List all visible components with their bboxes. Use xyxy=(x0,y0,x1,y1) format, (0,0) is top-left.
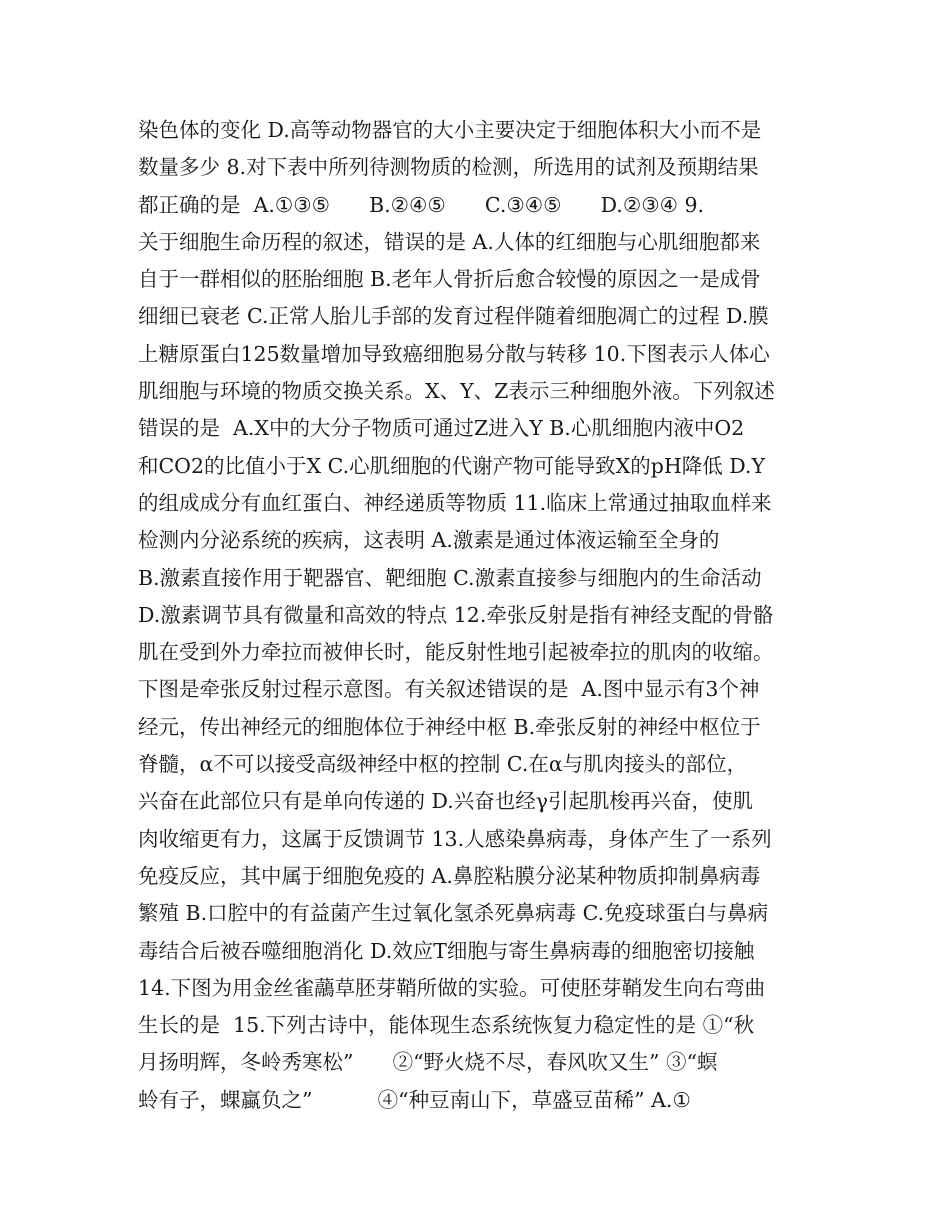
text-line: 上糖原蛋白125数量增加导致癌细胞易分散与转移 10.下图表示人体心 xyxy=(138,341,770,366)
text-line: 免疫反应，其中属于细胞免疫的 A.鼻腔粘膜分泌某种物质抑制鼻病毒 xyxy=(138,863,761,888)
question-text-block xyxy=(138,112,828,1119)
text-line: 和CO2的比值小于X C.心肌细胞的代谢产物可能导致X的pH降低 D.Y xyxy=(138,453,765,478)
text-line: 肌细胞与环境的物质交换关系。X、Y、Z表示三种细胞外液。下列叙述 xyxy=(138,379,775,404)
text-line: 月扬明辉，冬岭秀寒松” ②“野火烧不尽，春风吹又生” ③“螟 xyxy=(138,1050,718,1075)
text-line: B.激素直接作用于靶器官、靶细胞 C.激素直接参与细胞内的生命活动 xyxy=(138,565,762,590)
text-line: 蛉有子，蜾蠃负之” ④“种豆南山下，草盛豆苗稀” A.① xyxy=(138,1087,691,1112)
text-line: 经元，传出神经元的细胞体位于神经中枢 B.牵张反射的神经中枢位于 xyxy=(138,714,761,739)
text-line: 染色体的变化 D.高等动物器官的大小主要决定于细胞体积大小而不是 xyxy=(138,118,762,142)
text-line: 脊髓，α不可以接受高级神经中枢的控制 C.在α与肌肉接头的部位， xyxy=(138,752,748,777)
text-line: 检测内分泌系统的疾病，这表明 A.激素是通过体液运输至全身的 xyxy=(138,528,720,553)
text-line: D.激素调节具有微量和高效的特点 12.牵张反射是指有神经支配的骨骼 xyxy=(138,602,774,627)
text-line: 繁殖 B.口腔中的有益菌产生过氧化氢杀死鼻病毒 C.免疫球蛋白与鼻病 xyxy=(138,901,769,926)
text-line: 细细已衰老 C.正常人胎儿手部的发育过程伴随着细胞凋亡的过程 D.膜 xyxy=(138,304,769,329)
text-line: 的组成成分有血红蛋白、神经递质等物质 11.临床上常通过抽取血样来 xyxy=(138,490,772,515)
text-line: 错误的是 A.X中的大分子物质可通过Z进入Y B.心肌细胞内液中O2 xyxy=(138,416,745,441)
text-line: 14.下图为用金丝雀虉草胚芽鞘所做的实验。可使胚芽鞘发生向右弯曲 xyxy=(138,975,766,1000)
text-line: 下图是牵张反射过程示意图。有关叙述错误的是 A.图中显示有3个神 xyxy=(138,677,760,702)
text-line: 关于细胞生命历程的叙述，错误的是 A.人体的红细胞与心肌细胞都来 xyxy=(138,229,761,254)
text-line: 数量多少 8.对下表中所列待测物质的检测，所选用的试剂及预期结果 xyxy=(138,155,759,180)
text-line: 毒结合后被吞噬细胞消化 D.效应T细胞与寄生鼻病毒的细胞密切接触 xyxy=(138,938,755,963)
text-line: 都正确的是 A.①③⑤ B.②④⑤ C.③④⑤ D.②③④ 9. xyxy=(138,192,705,217)
text-line: 生长的是 15.下列古诗中，能体现生态系统恢复力稳定性的是 ①“秋 xyxy=(138,1013,755,1038)
text-line: 兴奋在此部位只有是单向传递的 D.兴奋也经γ引起肌梭再兴奋，使肌 xyxy=(138,789,753,814)
text-line: 肉收缩更有力，这属于反馈调节 13.人感染鼻病毒，身体产生了一系列 xyxy=(138,826,772,851)
text-line: 肌在受到外力牵拉而被伸长时，能反射性地引起被牵拉的肌肉的收缩。 xyxy=(138,640,774,665)
text-line: 自于一群相似的胚胎细胞 B.老年人骨折后愈合较慢的原因之一是成骨 xyxy=(138,267,761,292)
